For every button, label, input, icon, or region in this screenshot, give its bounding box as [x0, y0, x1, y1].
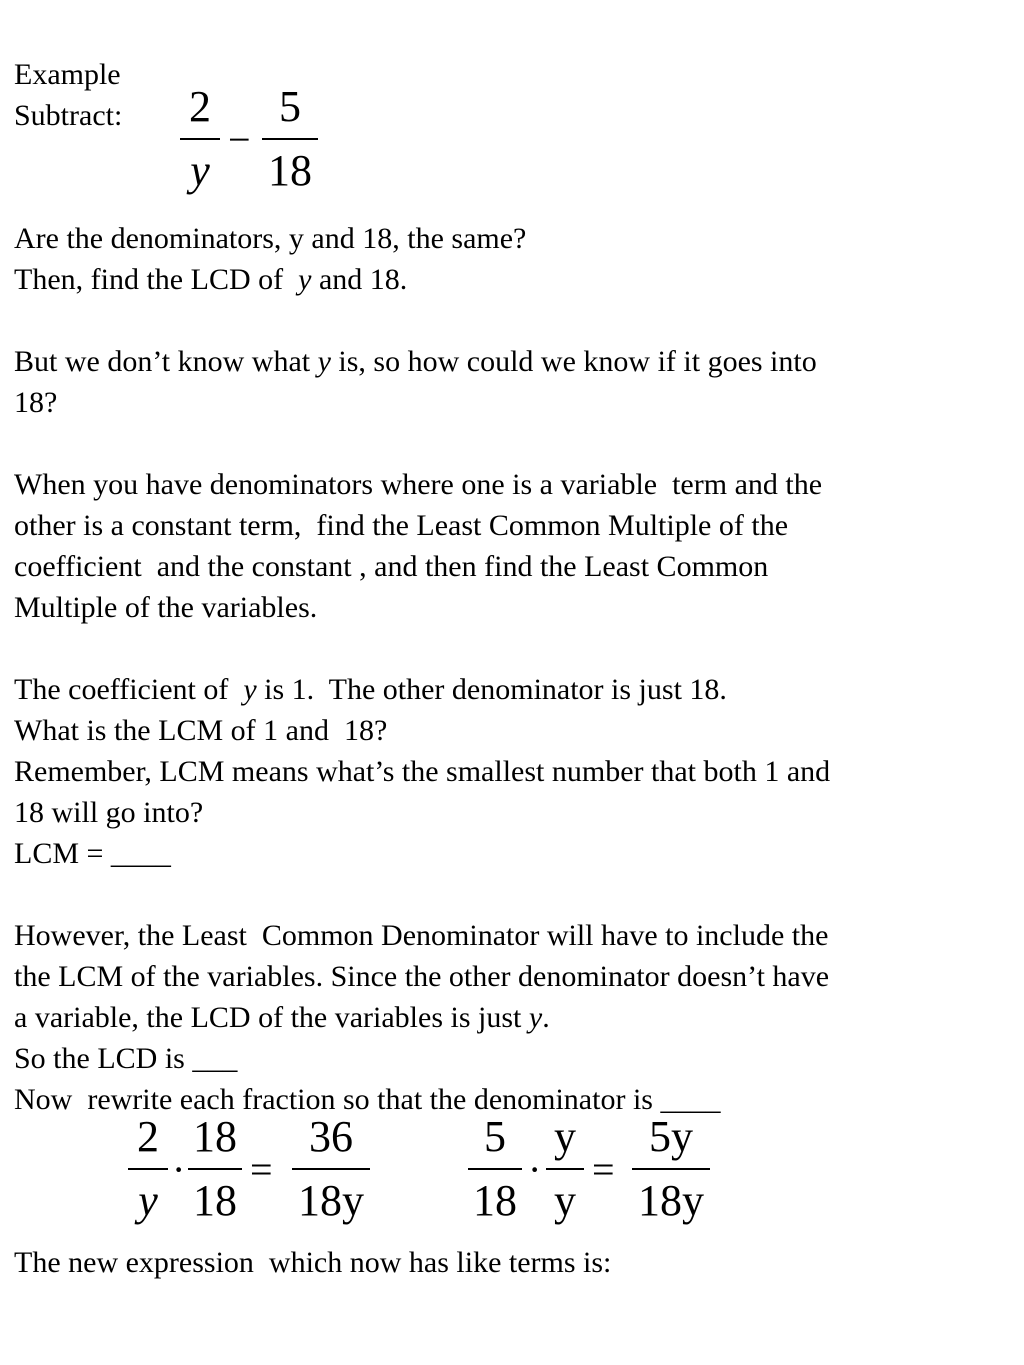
fraction-denominator: 18y — [638, 1176, 704, 1225]
fraction-numerator: 2 — [189, 82, 211, 131]
equals-sign: = — [250, 1147, 273, 1192]
variable-y: y — [317, 345, 331, 378]
text-line: Now rewrite each fraction so that the denominator is ____ — [14, 1083, 721, 1116]
fraction-numerator: 2 — [137, 1112, 159, 1161]
text-line: Are the denominators, y and 18, the same? — [14, 222, 527, 255]
text-span: a variable, the LCD of the variables is just — [14, 1001, 529, 1034]
lcd-blank-line: So the LCD is ___ — [14, 1042, 238, 1075]
text-line: What is the LCM of 1 and 18? — [14, 714, 388, 747]
text-span: is 1. The other denominator is just 18. — [256, 673, 727, 706]
fraction-bar — [546, 1168, 584, 1170]
fraction-denominator: y — [138, 1176, 158, 1225]
text-span: is, so how could we know if it goes into — [330, 345, 817, 378]
text-line: 18 will go into? — [14, 796, 204, 829]
fraction-bar — [292, 1168, 370, 1170]
text-span: But we don’t know what — [14, 345, 318, 378]
text-line — [14, 259, 407, 300]
fraction-bar — [262, 138, 318, 140]
fraction-numerator: y — [554, 1112, 576, 1161]
example-heading: Example — [14, 58, 121, 91]
text-span: . — [542, 1001, 550, 1034]
fraction-numerator: 36 — [309, 1112, 353, 1161]
subtract-label: Subtract: — [14, 99, 123, 132]
multiply-dot: · — [172, 1147, 186, 1192]
problem-fraction-right — [262, 80, 318, 198]
text-line — [14, 669, 727, 710]
fraction-denominator: y — [554, 1176, 576, 1225]
fraction-bar — [468, 1168, 522, 1170]
fraction-numerator: 18 — [193, 1112, 237, 1161]
fraction-bar — [128, 1168, 168, 1170]
eq1-fraction-2 — [188, 1110, 242, 1228]
text-span: and 18. — [311, 263, 408, 296]
text-line: However, the Least Common Denominator will have to include the — [14, 919, 829, 952]
fraction-denominator: 18 — [268, 146, 312, 195]
fraction-numerator: 5 — [484, 1112, 506, 1161]
variable-y: y — [243, 673, 257, 706]
fraction-numerator: 5y — [649, 1112, 693, 1161]
lcm-blank-line: LCM = ____ — [14, 837, 171, 870]
variable-y: y — [298, 263, 312, 296]
text-line: other is a constant term, find the Least Common Multiple of the — [14, 509, 789, 542]
eq2-fraction-3 — [632, 1110, 710, 1228]
text-line: coefficient and the constant , and then find the Least Common — [14, 550, 769, 583]
variable-y: y — [528, 1001, 543, 1034]
text-line: the LCM of the variables. Since the other denominator doesn’t have — [14, 960, 830, 993]
fraction-denominator: 18y — [298, 1176, 364, 1225]
text-line: The new expression which now has like terms is: — [14, 1246, 612, 1279]
eq2-fraction-1 — [468, 1110, 522, 1228]
text-line — [14, 341, 817, 382]
minus-sign: − — [228, 117, 251, 162]
fraction-denominator: 18 — [473, 1176, 517, 1225]
problem-fraction-left — [180, 80, 220, 198]
fraction-bar — [632, 1168, 710, 1170]
fraction-bar — [180, 138, 220, 140]
fraction-bar — [188, 1168, 242, 1170]
text-line — [14, 997, 550, 1038]
fraction-denominator: y — [190, 146, 210, 195]
eq2-fraction-2 — [546, 1110, 584, 1228]
text-span: Then, find the LCD of — [14, 263, 299, 296]
eq1-fraction-3 — [292, 1110, 370, 1228]
equals-sign: = — [592, 1147, 615, 1192]
multiply-dot: · — [528, 1147, 542, 1192]
text-span: The coefficient of — [14, 673, 244, 706]
text-line: When you have denominators where one is a variable term and the — [14, 468, 823, 501]
fraction-denominator: 18 — [193, 1176, 237, 1225]
text-line: 18? — [14, 386, 58, 419]
text-line: Remember, LCM means what’s the smallest number that both 1 and — [14, 755, 831, 788]
eq1-fraction-1 — [128, 1110, 168, 1228]
fraction-numerator: 5 — [279, 82, 301, 131]
text-line: Multiple of the variables. — [14, 591, 318, 624]
